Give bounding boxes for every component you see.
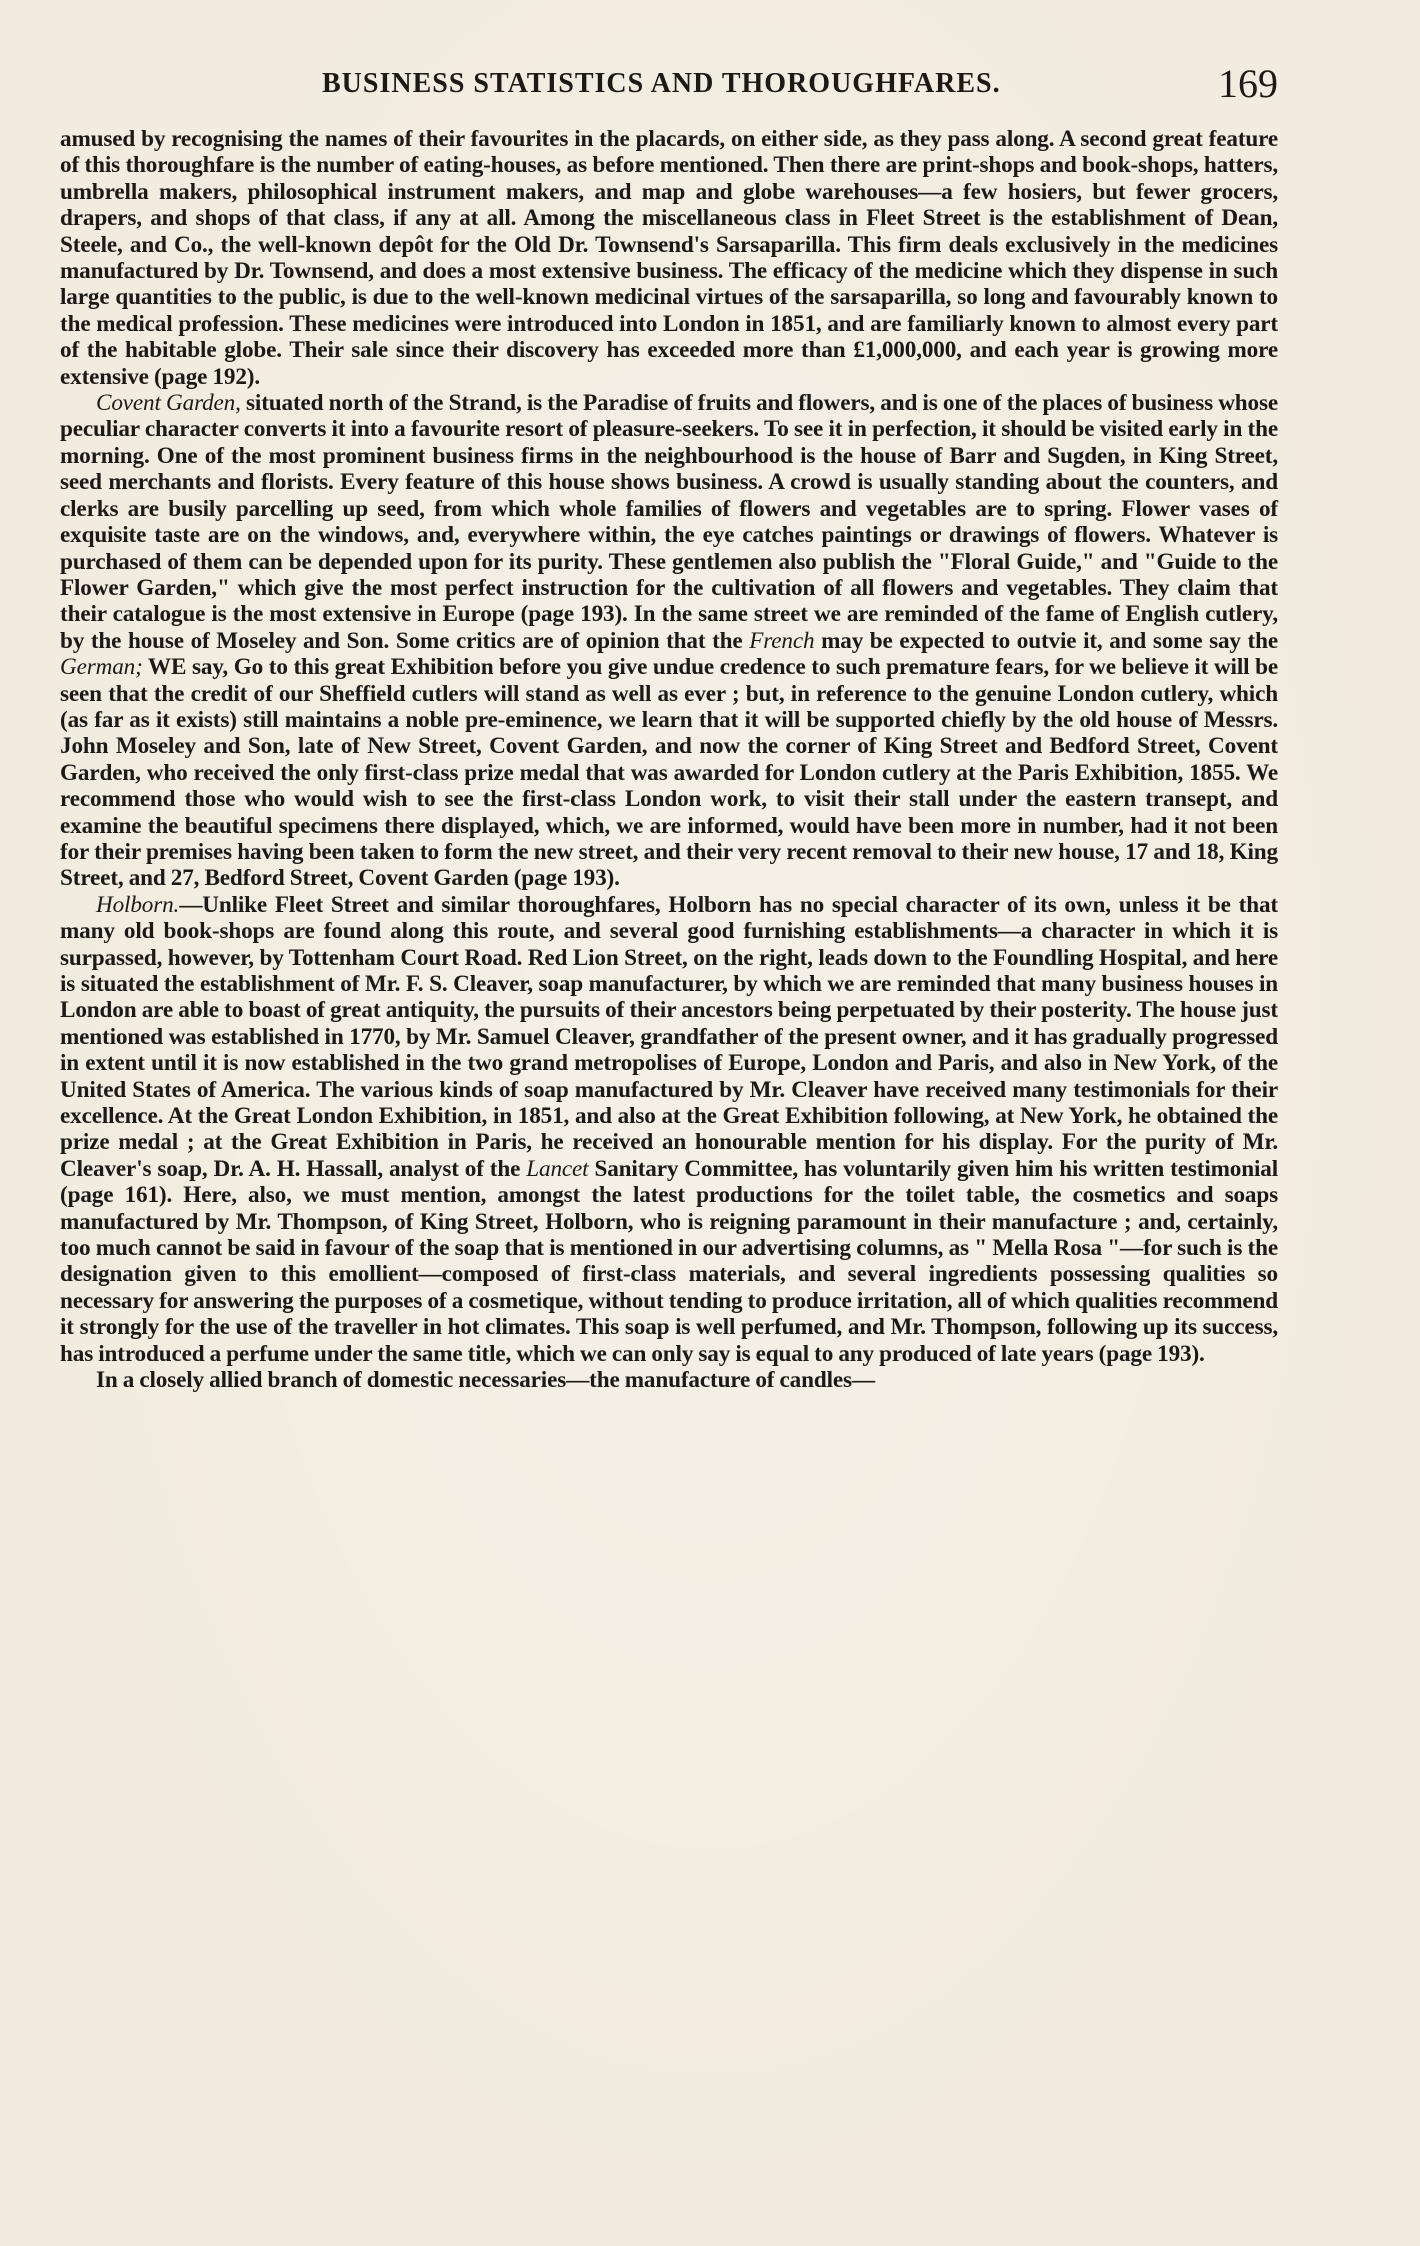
paragraph-text-segment: —Unlike Fleet Street and similar thoroughfares, Holborn has no special character of its own, unless it be that many old book-shops are found along this route, and several good furnishing establishments—a character in which it is surpassed, however, by Tottenham Court Road. Red Lion Street, on the right, leads down to the Foundling Hospital, and here is situated the establishment of Mr. F. S. Cleaver, soap manufacturer, by which we are reminded that many business houses in London are able to boast of great antiquity, the pursuits of their ancestors being perpetuated by their posterity. The house just mentioned was established in 1770, by Mr. Samuel Cleaver, grandfather of the present owner, and it has gradually progressed in extent until it is now established in the two grand metropolises of Europe, London and Paris, and also in New York, of the United States of America. The various kinds of soap manufactured by Mr. Cleaver have received many testimonials for their excellence. At the Great London Exhibition, in 1851, and also at the Great Exhibition following, at New York, he obtained the prize medal ; at the Great Exhibition in Paris, he received an honourable mention for his display. For the purity of Mr. Cleaver's soap, Dr. A. H. Hassall, analyst of the — [60, 891, 1278, 1182]
running-head: BUSINESS STATISTICS AND THOROUGHFARES. — [322, 68, 1001, 99]
paragraph-text-segment: In a closely allied branch of domestic necessaries—the manufacture of candles— — [96, 1367, 875, 1394]
paragraph-text-segment: WE say, Go to this great Exhibition before you give undue credence to such premature fears, for we believe it will be seen that the credit of our Sheffield cutlers will stand as well as ever ; but, in reference to the genuine London cutlery, which (as far as it exists) still maintains a noble pre-eminence, we learn that it will be supported chiefly by the old house of Messrs. John Moseley and Son, late of New Street, Covent Garden, and now the corner of King Street and Bedford Street, Covent Garden, who received the only first-class prize medal that was awarded for London cutlery at the Paris Exhibition, 1855. We recommend those who would wish to see the first-class London work, to visit their stall under the eastern transept, and examine the beautiful specimens there displayed, which, we are informed, would have been more in number, had it not been for their premises having been taken to form the new street, and their very recent removal to their new house, 17 and 18, King Street, and 27, Bedford Street, Covent Garden (page 193). — [60, 654, 1278, 892]
paragraph-candles — [60, 1367, 1278, 1393]
page-number: 169 — [1218, 61, 1278, 106]
paragraph-text-segment: amused by recognising the names of their favourites in the placards, on either side, as they pass along. A second great feature of this thoroughfare is the number of eating-houses, as before mentioned. Then there are print-shops and book-shops, hatters, umbrella makers, philosophical instrument makers, and map and globe warehouses—a few hosiers, but fewer grocers, drapers, and shops of that class, if any at all. Among the miscellaneous class in Fleet Street is the establishment of Dean, Steele, and Co., the well-known depôt for the Old Dr. Townsend's Sarsaparilla. This firm deals exclusively in the medicines manufactured by Dr. Townsend, and does a most extensive business. The efficacy of the medicine which they dispense in such large quantities to the public, is due to the well-known medicinal virtues of the sarsaparilla, so long and favourably known to the medical profession. These medicines were introduced into London in 1851, and are familiarly known to almost every part of the habitable globe. Their sale since their discovery has exceeded more than £1,000,000, and each year is growing more extensive (page 192). — [60, 126, 1278, 390]
paragraph-fleet-street — [60, 126, 1278, 390]
italic-word: German; — [60, 654, 143, 681]
italic-word: French — [749, 627, 815, 654]
paragraph-holborn — [60, 892, 1278, 1367]
paragraph-text-segment: may be expected to outvie it, and some say the — [814, 627, 1278, 654]
paragraph-text-segment: situated north of the Strand, is the Paradise of fruits and flowers, and is one of the places of business whose peculiar character converts it into a favourite resort of pleasure-seekers. To see it in perfection, it should be visited early in the morning. One of the most prominent business firms in the neighbourhood is the house of Barr and Sugden, in King Street, seed merchants and florists. Every feature of this house shows business. A crowd is usually standing about the counters, and clerks are busily parcelling up seed, from which whole families of flowers and vegetables are to spring. Flower vases of exquisite taste are on the windows, and, everywhere within, the eye catches paintings or drawings of flowers. Whatever is purchased of them can be depended upon for its purity. These gentlemen also publish the "Floral Guide," and "Guide to the Flower Garden," which give the most perfect instruction for the cultivation of all flowers and vegetables. They claim that their catalogue is the most extensive in Europe (page 193). In the same street we are reminded of the fame of English cutlery, by the house of Moseley and Son. Some critics are of opinion that the — [60, 390, 1279, 654]
paragraph-text-segment: Sanitary Committee, has voluntarily given him his written testimonial (page 161). Here, also, we must mention, amongst the latest productions for the toilet table, the cosmetics and soaps manufactured by Mr. Thompson, of King Street, Holborn, who is reigning paramount in their manufacture ; and, certainly, too much cannot be said in favour of the soap that is mentioned in our advertising columns, as " Mella Rosa "—for such is the designation given to this emollient—composed of first-class materials, and several ingredients possessing qualities so necessary for answering the purposes of a cosmetique, without tending to produce irritation, all of which qualities recommend it strongly for the use of the traveller in hot climates. This soap is well perfumed, and Mr. Thompson, following up its success, has introduced a perfume under the same title, which we can only say is equal to any produced of late years (page 193). — [60, 1155, 1278, 1367]
italic-word: Lancet — [526, 1155, 589, 1182]
page-header — [60, 60, 1278, 112]
paragraph-covent-garden — [60, 390, 1278, 892]
section-heading-covent-garden: Covent Garden, — [96, 390, 241, 417]
body-text — [60, 126, 1278, 1394]
section-heading-holborn: Holborn. — [96, 891, 180, 918]
